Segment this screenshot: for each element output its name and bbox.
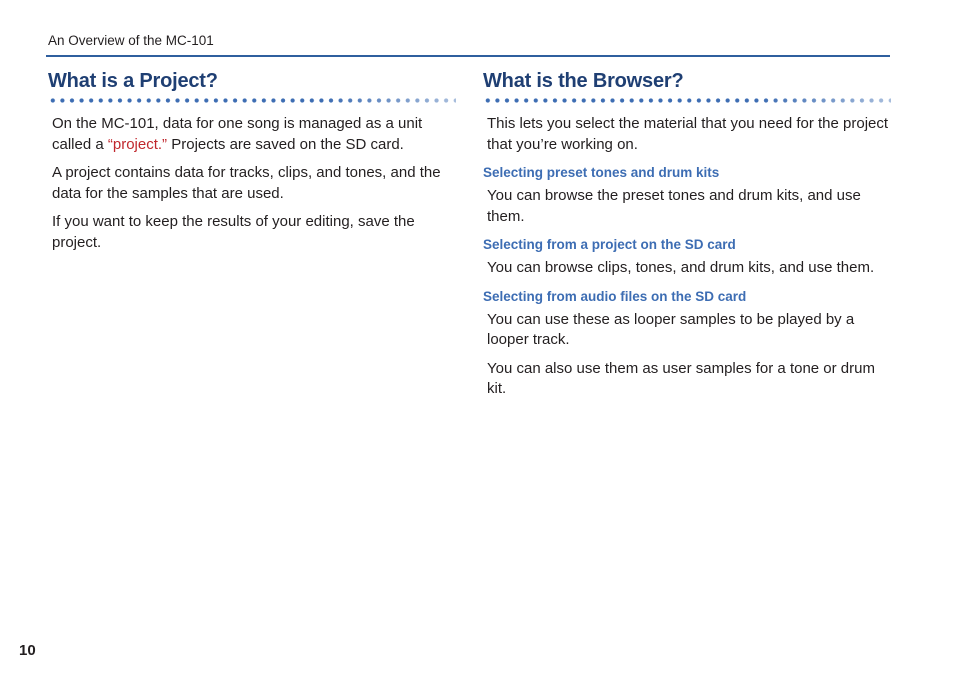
- project-term: “project.”: [107, 135, 168, 153]
- heading-dotted-rule: [483, 97, 891, 104]
- browser-intro: This lets you select the material that you need for the project that you’re working on.: [487, 115, 889, 153]
- project-paragraph-1: [52, 114, 456, 155]
- page-number: 10: [19, 642, 36, 659]
- project-heading: What is a Project?: [48, 70, 218, 92]
- section-paragraph: You can browse clips, tones, and drum kits, and use them.: [487, 259, 875, 276]
- section-title-project: Selecting from a project on the SD card: [483, 237, 736, 252]
- section-title-preset: Selecting preset tones and drum kits: [483, 165, 720, 180]
- header-rule: [46, 55, 890, 57]
- project-paragraph-3: If you want to keep the results of your editing, save the project.: [52, 213, 415, 251]
- browser-column: [483, 68, 891, 408]
- project-paragraph-2: A project contains data for tracks, clips, and tones, and the data for the samples that are used.: [52, 164, 441, 202]
- section-paragraph: You can also use them as user samples for a tone or drum kit.: [487, 359, 875, 397]
- section-paragraph: You can use these as looper samples to be played by a looper track.: [487, 310, 855, 348]
- heading-dotted-rule: [48, 97, 456, 104]
- section-paragraph: You can browse the preset tones and drum kits, and use them.: [487, 187, 861, 225]
- browser-heading: What is the Browser?: [483, 70, 684, 92]
- running-header: An Overview of the MC-101: [48, 33, 214, 48]
- project-column: [48, 68, 456, 261]
- project-text-before: On the MC-101, data for one song is managed as a unit called a: [52, 115, 423, 153]
- section-title-audio: Selecting from audio files on the SD card: [483, 288, 747, 304]
- project-text-after: Projects are saved on the SD card.: [167, 135, 404, 153]
